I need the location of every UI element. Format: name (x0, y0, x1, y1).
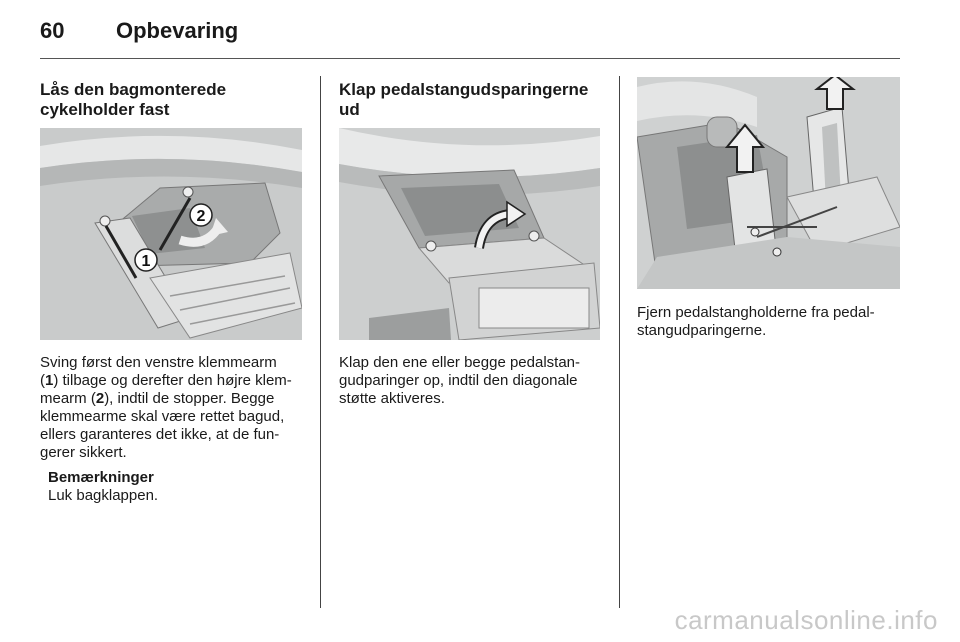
left-body-ref-2: 2 (95, 390, 105, 407)
figure-label-1: 1 (141, 253, 151, 270)
watermark: carmanualsonline.info (674, 605, 938, 635)
left-body-part3: ), indtil de stopper. Begge klemmearme skal være rettet bagud, ellers garanteres det ikke, at de fun- gerer sikkert. (40, 390, 285, 461)
left-heading-line1: Lås den bagmonterede (40, 80, 227, 99)
right-body-text: Fjern pedalstangholderne fra pedal- stangudparingerne. (637, 304, 875, 339)
left-heading-line2: cykelholder fast (40, 100, 170, 119)
column-divider-right (619, 76, 620, 608)
figure-unfold-recesses (339, 128, 600, 340)
middle-heading-line1: Klap pedalstangudsparingerne (339, 80, 589, 99)
left-body-part1: Sving først den venstre klemmearm ( (40, 354, 277, 389)
column-divider-left (320, 76, 321, 608)
left-body-text (40, 354, 315, 462)
note-title: Bemærkninger (48, 469, 154, 486)
left-body-part2: ) tilbage og derefter den højre klem- mearm ( (40, 372, 292, 407)
middle-heading (339, 80, 614, 120)
left-heading (40, 80, 310, 120)
note-text: Luk bagklappen. (48, 487, 159, 504)
unfold-recesses-illustration (339, 128, 600, 340)
chapter-title: Opbevaring (116, 18, 239, 43)
remove-holders-illustration (637, 77, 900, 289)
figure-remove-holders (637, 77, 900, 289)
middle-body-text: Klap den ene eller begge pedalstan- gudparinger op, indtil den diagonale støtte aktiveres. (339, 354, 581, 407)
page-number: 60 (40, 18, 65, 43)
left-body-ref-1: 1 (45, 372, 54, 389)
header-rule (40, 58, 900, 59)
middle-heading-line2: ud (339, 100, 360, 119)
clamp-arms-illustration (40, 128, 302, 340)
figure-clamp-arms (40, 128, 302, 340)
figure-label-2: 2 (196, 208, 206, 225)
